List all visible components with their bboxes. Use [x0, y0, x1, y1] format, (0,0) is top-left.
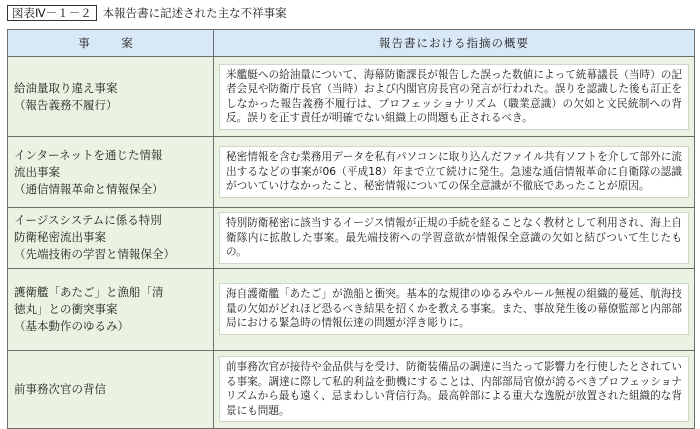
case-line: 給油量取り違え事案 — [14, 80, 118, 95]
figure-title: 本報告書に記述された主な不祥事案 — [102, 6, 287, 20]
figure-number: 図表Ⅳ－１－２ — [7, 5, 97, 21]
case-line: （報告義務不履行） — [14, 97, 118, 112]
summary-text: 前事務次官が接待や金品供与を受け、防衛装備品の調達に当たって影響力を行使したとされている事案。調達に際して私的利益を動機にすることは、内部部局官僚が誇るべきプロフェッショナリズムから最も遠く、忌まわしい背信行為。最高幹部による重大な逸脱が放置された組織的な背景にも問題。 — [219, 356, 689, 422]
figure-caption — [7, 5, 287, 21]
case-cell — [8, 350, 214, 428]
incident-table — [7, 29, 695, 429]
case-line: （基本動作のゆるみ） — [14, 318, 129, 333]
table-row — [8, 208, 695, 269]
case-line: 前事務次官の背信 — [14, 381, 106, 396]
case-line: 徳丸」との衝突事案 — [14, 301, 118, 316]
summary-cell — [214, 350, 695, 428]
case-line: 護衛艦「あたご」と漁船「清 — [14, 284, 164, 299]
case-line: 防衛秘密流出事案 — [14, 230, 106, 245]
table-row — [8, 57, 695, 137]
table-row — [8, 350, 695, 428]
case-line: （先端技術の学習と情報保全） — [14, 247, 175, 262]
header-case: 事 案 — [8, 30, 214, 57]
case-line: インターネットを通じた情報 — [14, 147, 163, 162]
summary-text: 米艦艇への給油量について、海幕防衛課長が報告した誤った数値によって統幕議長（当時）の記者会見や防衛庁長官（当時）および内閣官房長官の発言が行われた。誤りを認識した後も訂正をしなかった報告義務不履行は、プロフェッショナリズム（職業意識）の欠如と文民統制への背反。誤りを正す責任が明確でない組織上の問題も正されるべき。 — [219, 64, 689, 130]
summary-cell — [214, 208, 695, 269]
table-row — [8, 268, 695, 350]
case-cell — [8, 57, 214, 137]
summary-text: 海自護衛艦「あたご」が漁船と衝突。基本的な規律のゆるみやルール無視の組織的蔓延、航海技量の欠如がどれほど恐るべき結果を招くかを教える事案。また、事故発生後の幕僚監部と内部部局における緊急時の情報伝達の問題が浮き彫りに。 — [219, 283, 689, 335]
summary-cell — [214, 57, 695, 137]
header-summary: 報告書における指摘の概要 — [214, 30, 695, 57]
case-cell — [8, 268, 214, 350]
case-line: （通信情報革命と情報保全） — [14, 181, 164, 196]
summary-text: 特別防衛秘密に該当するイージス情報が正規の手続を経ることなく教材として利用され、海上自衛隊内に拡散した事案。最先端技術への学習意欲が情報保全意識の欠如と結びついて生じたもの。 — [219, 212, 689, 264]
case-line: 流出事案 — [14, 164, 60, 179]
summary-text: 秘密情報を含む業務用データを私有パソコンに取り込んだファイル共有ソフトを介して部外に流出するなどの事案が06（平成18）年まで立て続けに発生。急速な通信情報革命に自衛隊の認識がついていけなかったこと、秘密情報についての保全意識が不徹底であったことが原因。 — [219, 146, 689, 198]
table-header-row — [8, 30, 695, 57]
summary-cell — [214, 137, 695, 208]
case-line: イージスシステムに係る特別 — [14, 213, 162, 228]
table-row — [8, 137, 695, 208]
summary-cell — [214, 268, 695, 350]
case-cell — [8, 208, 214, 269]
case-cell — [8, 137, 214, 208]
